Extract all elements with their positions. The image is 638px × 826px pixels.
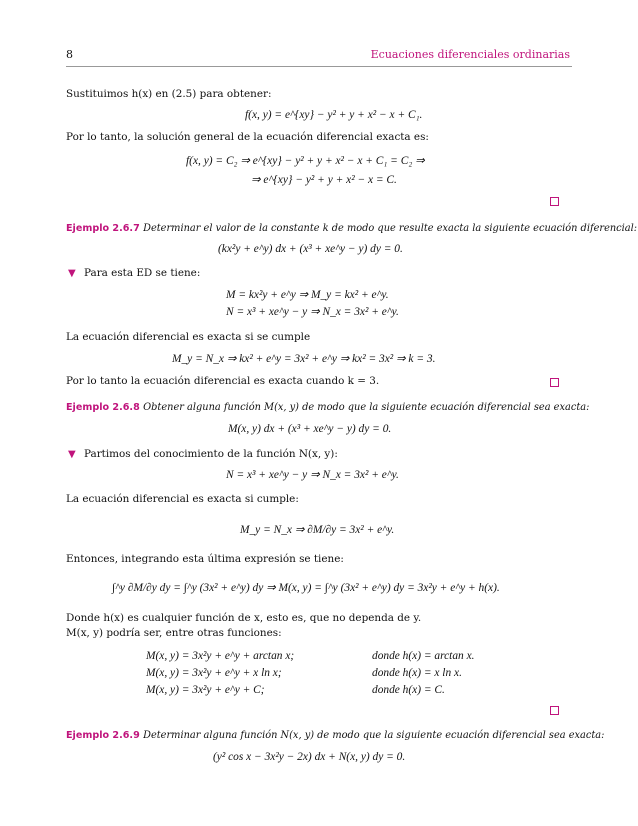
math-line: M_y = N_x ⇒ ∂M/∂y = 3x² + e^y. [240, 524, 395, 536]
header-rule [66, 66, 572, 67]
text-line: Sustituimos h(x) en (2.5) para obtener: [66, 88, 272, 100]
math-line: M(x, y) = 3x²y + e^y + arctan x; [146, 650, 295, 662]
triangle-bullet-icon: ▼ [68, 268, 76, 279]
text-line: Por lo tanto la ecuación diferencial es exacta cuando k = 3. [66, 375, 380, 387]
example-heading [66, 222, 637, 235]
page-number: 8 [66, 48, 73, 61]
example-statement: Determinar alguna función N(x, y) de modo que la siguiente ecuación diferencial sea exacta: [143, 730, 605, 741]
example-statement: Obtener alguna función M(x, y) de modo que la siguiente ecuación diferencial sea exacta: [143, 402, 590, 413]
math-line: ⇒ e^{xy} − y² + y + x² − x = C. [251, 174, 397, 186]
math-line: f(x, y) = C₂ ⇒ e^{xy} − y² + y + x² − x + C₁ = C₂ ⇒ [186, 155, 425, 167]
math-line: M = kx²y + e^y ⇒ M_y = kx² + e^y. [226, 289, 389, 301]
math-line: donde h(x) = x ln x. [372, 667, 462, 679]
math-line: N = x³ + xe^y − y ⇒ N_x = 3x² + e^y. [226, 306, 399, 318]
math-line: ∫^y ∂M/∂y dy = ∫^y (3x² + e^y) dy ⇒ M(x, y) = ∫^y (3x² + e^y) dy = 3x²y + e^y + h(x). [112, 582, 500, 594]
example-label: Ejemplo 2.6.8 [66, 402, 144, 413]
triangle-bullet-icon: ▼ [68, 449, 76, 460]
math-line: (kx²y + e^y) dx + (x³ + xe^y − y) dy = 0. [218, 243, 403, 255]
text-line: Entonces, integrando esta última expresión se tiene: [66, 553, 344, 565]
running-header-title: Ecuaciones diferenciales ordinarias [370, 48, 570, 61]
qed-square-icon [550, 197, 559, 206]
example-heading [66, 401, 589, 414]
text-line: Por lo tanto, la solución general de la ecuación diferencial exacta es: [66, 131, 429, 143]
text-line: Partimos del conocimiento de la función N(x, y): [84, 448, 338, 460]
math-line: M_y = N_x ⇒ kx² + e^y = 3x² + e^y ⇒ kx² = 3x² ⇒ k = 3. [172, 353, 436, 365]
example-statement: Determinar el valor de la constante k de modo que resulte exacta la siguiente ecuación diferencial: [143, 223, 638, 234]
math-line: N = x³ + xe^y − y ⇒ N_x = 3x² + e^y. [226, 469, 399, 481]
text-line: M(x, y) podría ser, entre otras funciones: [66, 627, 282, 639]
math-line: M(x, y) = 3x²y + e^y + C; [146, 684, 265, 696]
math-line: f(x, y) = e^{xy} − y² + y + x² − x + C₁. [245, 109, 423, 121]
math-line: donde h(x) = C. [372, 684, 445, 696]
math-line: donde h(x) = arctan x. [372, 650, 475, 662]
example-heading [66, 729, 604, 742]
qed-square-icon [550, 378, 559, 387]
qed-square-icon [550, 706, 559, 715]
example-label: Ejemplo 2.6.9 [66, 730, 144, 741]
math-line: M(x, y) dx + (x³ + xe^y − y) dy = 0. [228, 423, 392, 435]
text-line: La ecuación diferencial es exacta si cumple: [66, 493, 299, 505]
text-line: La ecuación diferencial es exacta si se cumple [66, 331, 311, 343]
example-label: Ejemplo 2.6.7 [66, 223, 144, 234]
text-line: Para esta ED se tiene: [84, 267, 201, 279]
math-line: M(x, y) = 3x²y + e^y + x ln x; [146, 667, 282, 679]
text-line: Donde h(x) es cualquier función de x, esto es, que no dependa de y. [66, 612, 422, 624]
math-line: (y² cos x − 3x²y − 2x) dx + N(x, y) dy = 0. [213, 751, 406, 763]
